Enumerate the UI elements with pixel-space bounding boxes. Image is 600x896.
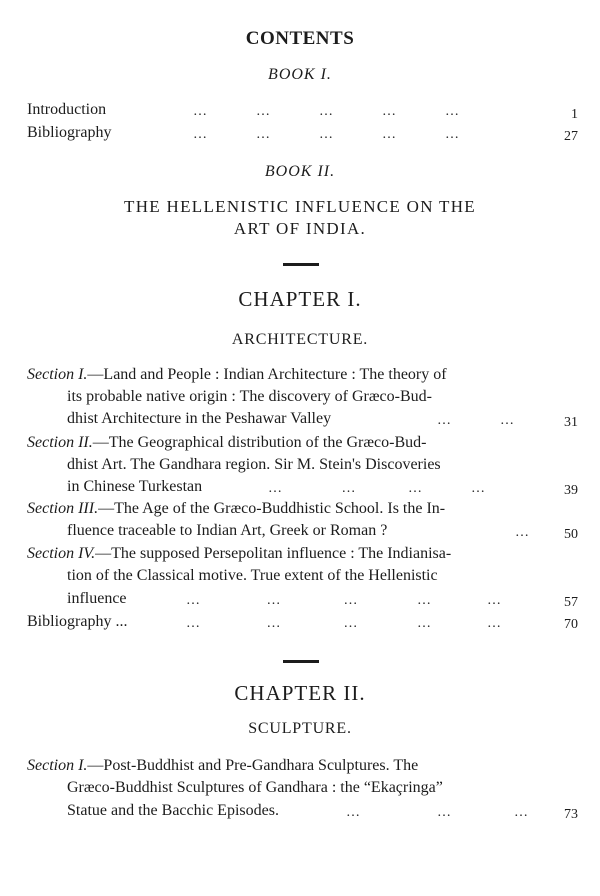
toc-entry-ch1-section-1[interactable] [27,366,447,384]
section-text: fluence traceable to Indian Art, Greek or Roman ? [67,522,388,539]
section-text: —The supposed Persepolitan influence : The Indianisa- [95,545,452,562]
section-text: dhist Art. The Gandhara region. Sir M. Stein's Discoveries [67,456,441,473]
section-label: Section III. [27,500,99,517]
page-title: CONTENTS [245,28,355,49]
section-text: in Chinese Turkestan [67,478,203,495]
toc-entry-ch1-section-4[interactable] [27,545,451,563]
divider [283,660,319,663]
toc-entry-bibliography[interactable]: Bibliography [27,124,112,141]
toc-entry-ch2-section-1[interactable] [27,757,418,775]
leader-dots: … … [437,413,514,428]
leader-dots: … … … … … [186,616,501,631]
page-number: 50 [564,527,578,542]
section-text: its probable native origin : The discovery of Græco-Bud- [67,388,432,405]
section-text: influence [67,590,127,607]
page-number: 39 [564,483,578,498]
book-1-label: BOOK I. [268,66,332,83]
book-2-title-line-2: ART OF INDIA. [233,219,367,238]
toc-entry-introduction[interactable]: Introduction [27,101,107,118]
page-number: 73 [564,807,578,822]
section-text: —The Geographical distribution of the Græco-Bud- [92,434,427,451]
page-number: 1 [571,107,578,122]
chapter-2-subject: SCULPTURE. [248,720,352,737]
section-text: tion of the Classical motive. True extent of the Hellenistic [67,567,438,584]
page-number: 27 [564,129,578,144]
divider [283,263,319,266]
section-text: —Post-Buddhist and Pre-Gandhara Sculptures. The [87,757,419,774]
leader-dots: … … … … … [193,104,459,119]
leader-dots: … … … [346,805,528,820]
section-label: Section IV. [27,545,96,562]
leader-dots: … … … … [268,481,485,496]
page-number: 57 [564,595,578,610]
chapter-2-heading: CHAPTER II. [234,681,366,705]
section-text: Græco-Buddhist Sculptures of Gandhara : the “Ekaçringa” [67,779,443,796]
section-label: Section I. [27,366,88,383]
section-label: Section I. [27,757,88,774]
section-text: —Land and People : Indian Architecture : The theory of [87,366,447,383]
toc-entry-ch1-section-3[interactable] [27,500,445,518]
toc-entry-ch1-section-2[interactable] [27,434,426,452]
page-number: 31 [564,415,578,430]
leader-dots: … [515,525,529,540]
leader-dots: … … … … … [193,127,459,142]
section-text: —The Age of the Græco-Buddhistic School. Is the In- [98,500,446,517]
section-text: dhist Architecture in the Peshawar Valley [67,410,332,427]
page-number: 70 [564,617,578,632]
book-2-label: BOOK II. [264,163,336,180]
section-label: Section II. [27,434,93,451]
chapter-1-heading: CHAPTER I. [238,287,362,311]
leader-dots: … … … … … [186,593,501,608]
book-2-title-line-1: THE HELLENISTIC INFLUENCE ON THE [124,197,476,216]
chapter-1-subject: ARCHITECTURE. [231,331,369,348]
section-text: Statue and the Bacchic Episodes. [67,802,279,819]
toc-entry-ch1-bibliography[interactable]: Bibliography ... [27,613,128,630]
